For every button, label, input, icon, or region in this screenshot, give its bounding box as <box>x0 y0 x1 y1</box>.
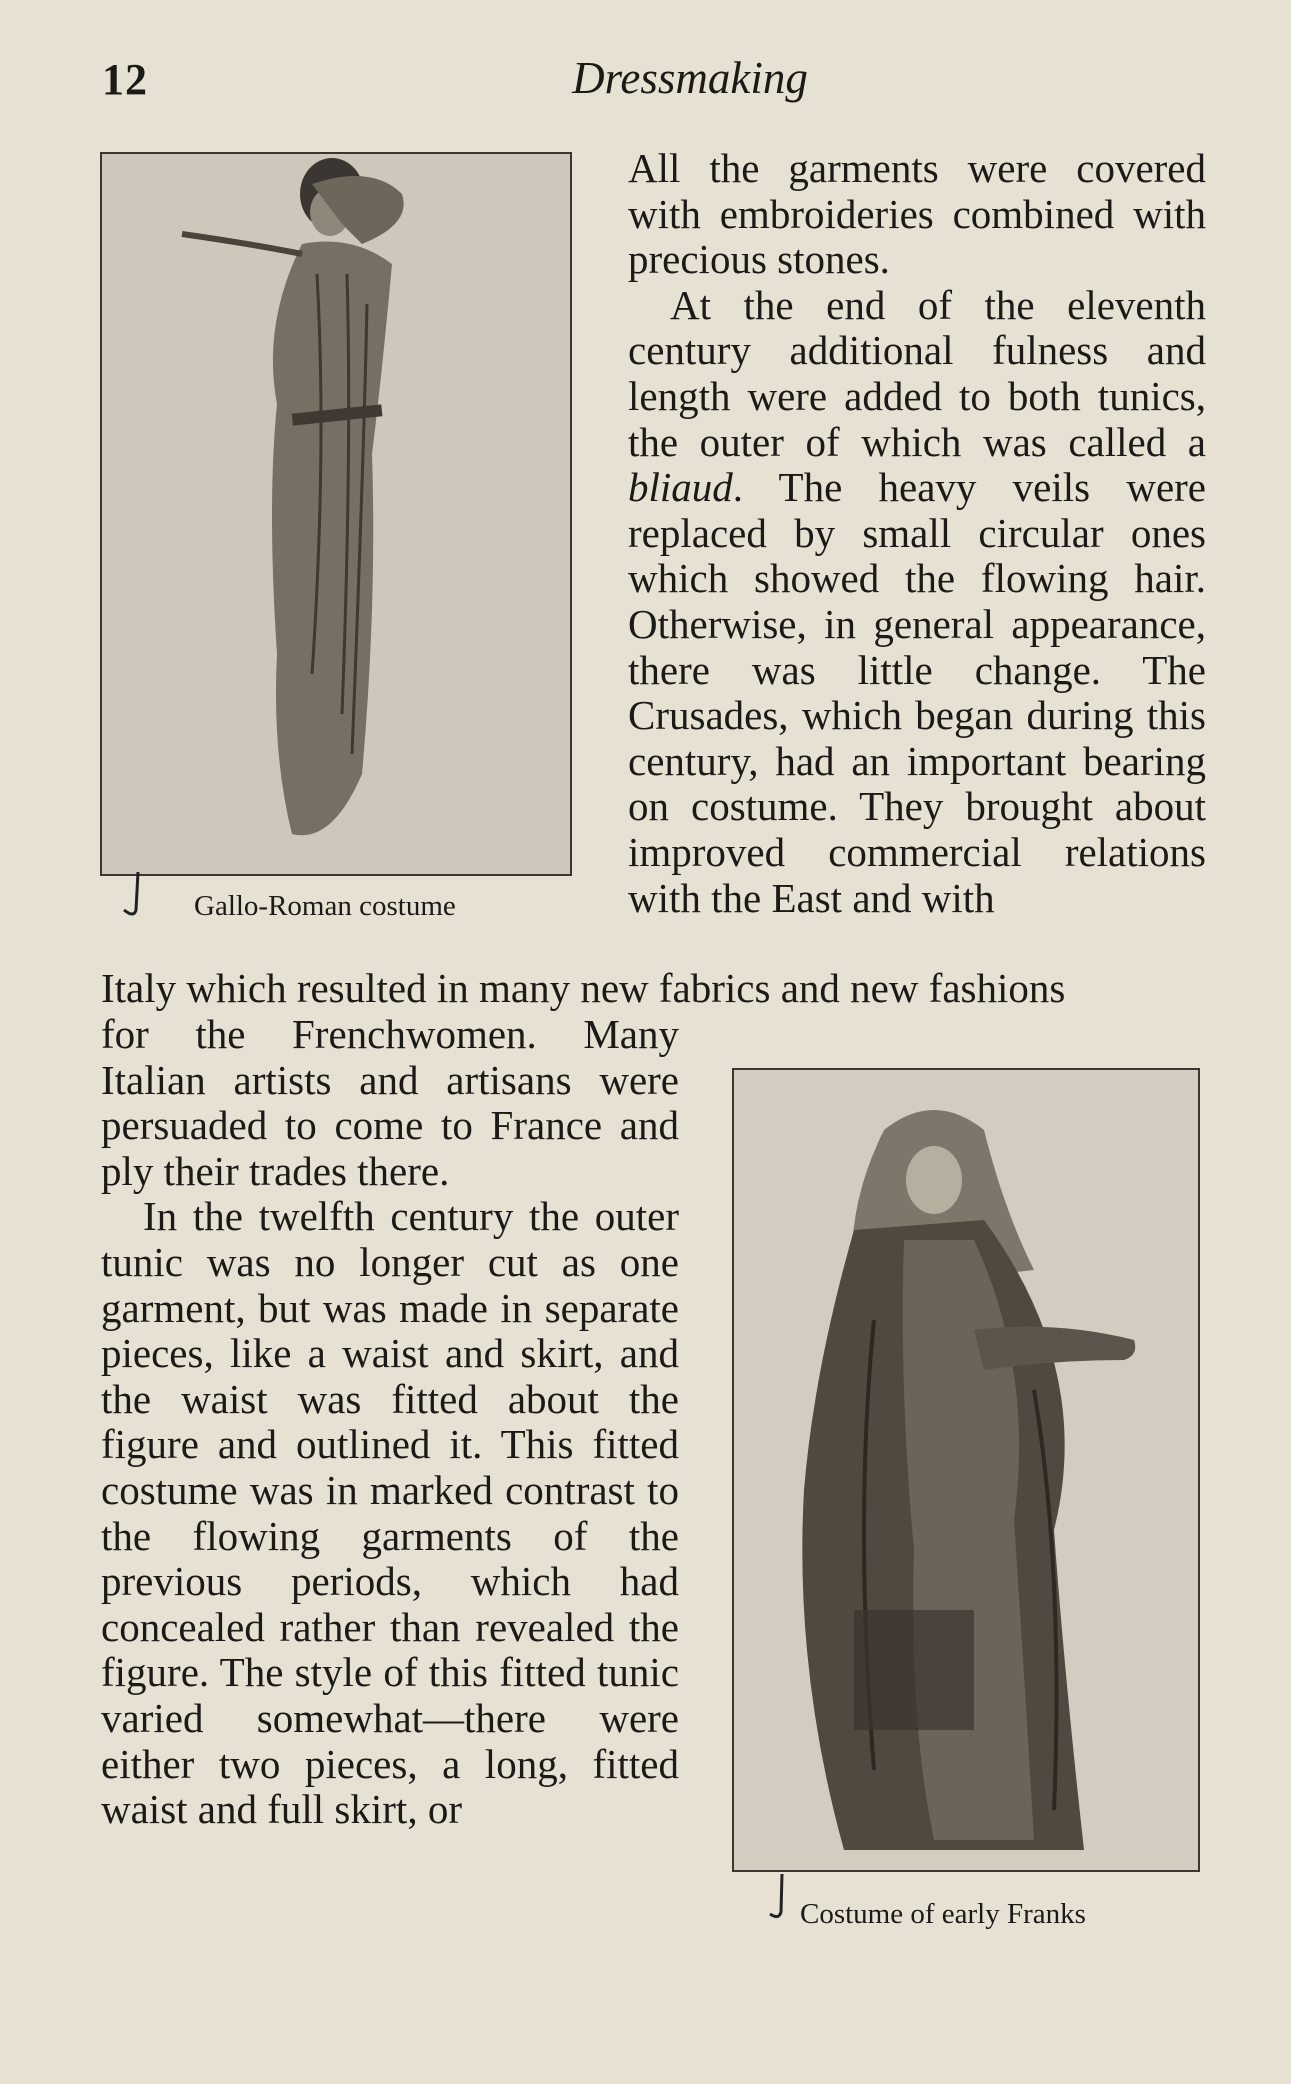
left-column-text <box>101 1012 679 1833</box>
early-franks-sketch-icon <box>734 1070 1198 1870</box>
gallo-roman-sketch-icon <box>102 154 570 874</box>
figure-early-franks-illustration <box>732 1068 1200 1872</box>
running-head: Dressmaking <box>572 53 808 103</box>
caption-early-franks: Costume of early Franks <box>800 1898 1086 1930</box>
paragraph-2-end: for the Frenchwomen. Many Italian artists and artisans were persuaded to come to France and ply their trades there. <box>101 1011 679 1194</box>
paragraph-1: All the garments were covered with embroideries combined with precious stones. <box>628 145 1206 283</box>
page-number: 12 <box>102 55 148 104</box>
figure-mark-1 <box>118 870 148 920</box>
figure-mark-2 <box>762 1872 792 1922</box>
paragraph-3: In the twelfth century the outer tunic was no longer cut as one garment, but was made in separate pieces, like a waist and skirt, and the waist was fitted about the figure and outlined it. This fitted costume was in marked contrast to the flowing garments of the previous periods, which had concealed rather than revealed the figure. The style of this fitted tunic varied somewhat—there were either two pieces, a long, fitted waist and full skirt, or <box>101 1193 679 1833</box>
figure-gallo-roman-illustration <box>100 152 572 876</box>
right-column-text <box>628 146 1206 921</box>
caption-gallo-roman: Gallo-Roman costume <box>194 890 456 922</box>
full-width-line: Italy which resulted in many new fabrics and new fashions <box>101 965 1066 1011</box>
term-bliaud: bliaud <box>628 464 733 511</box>
paragraph-2-start: At the end of the eleventh century additional fulness and length were added to both tunics, the outer of which was called a bliaud. The heavy veils were replaced by small circular ones which showed the flowing hair. Otherwise, in general appearance, there was little change. The Crusades, which began during this century, had an important bearing on costume. They brought about improved commercial relations with the East and with <box>628 281 1206 921</box>
